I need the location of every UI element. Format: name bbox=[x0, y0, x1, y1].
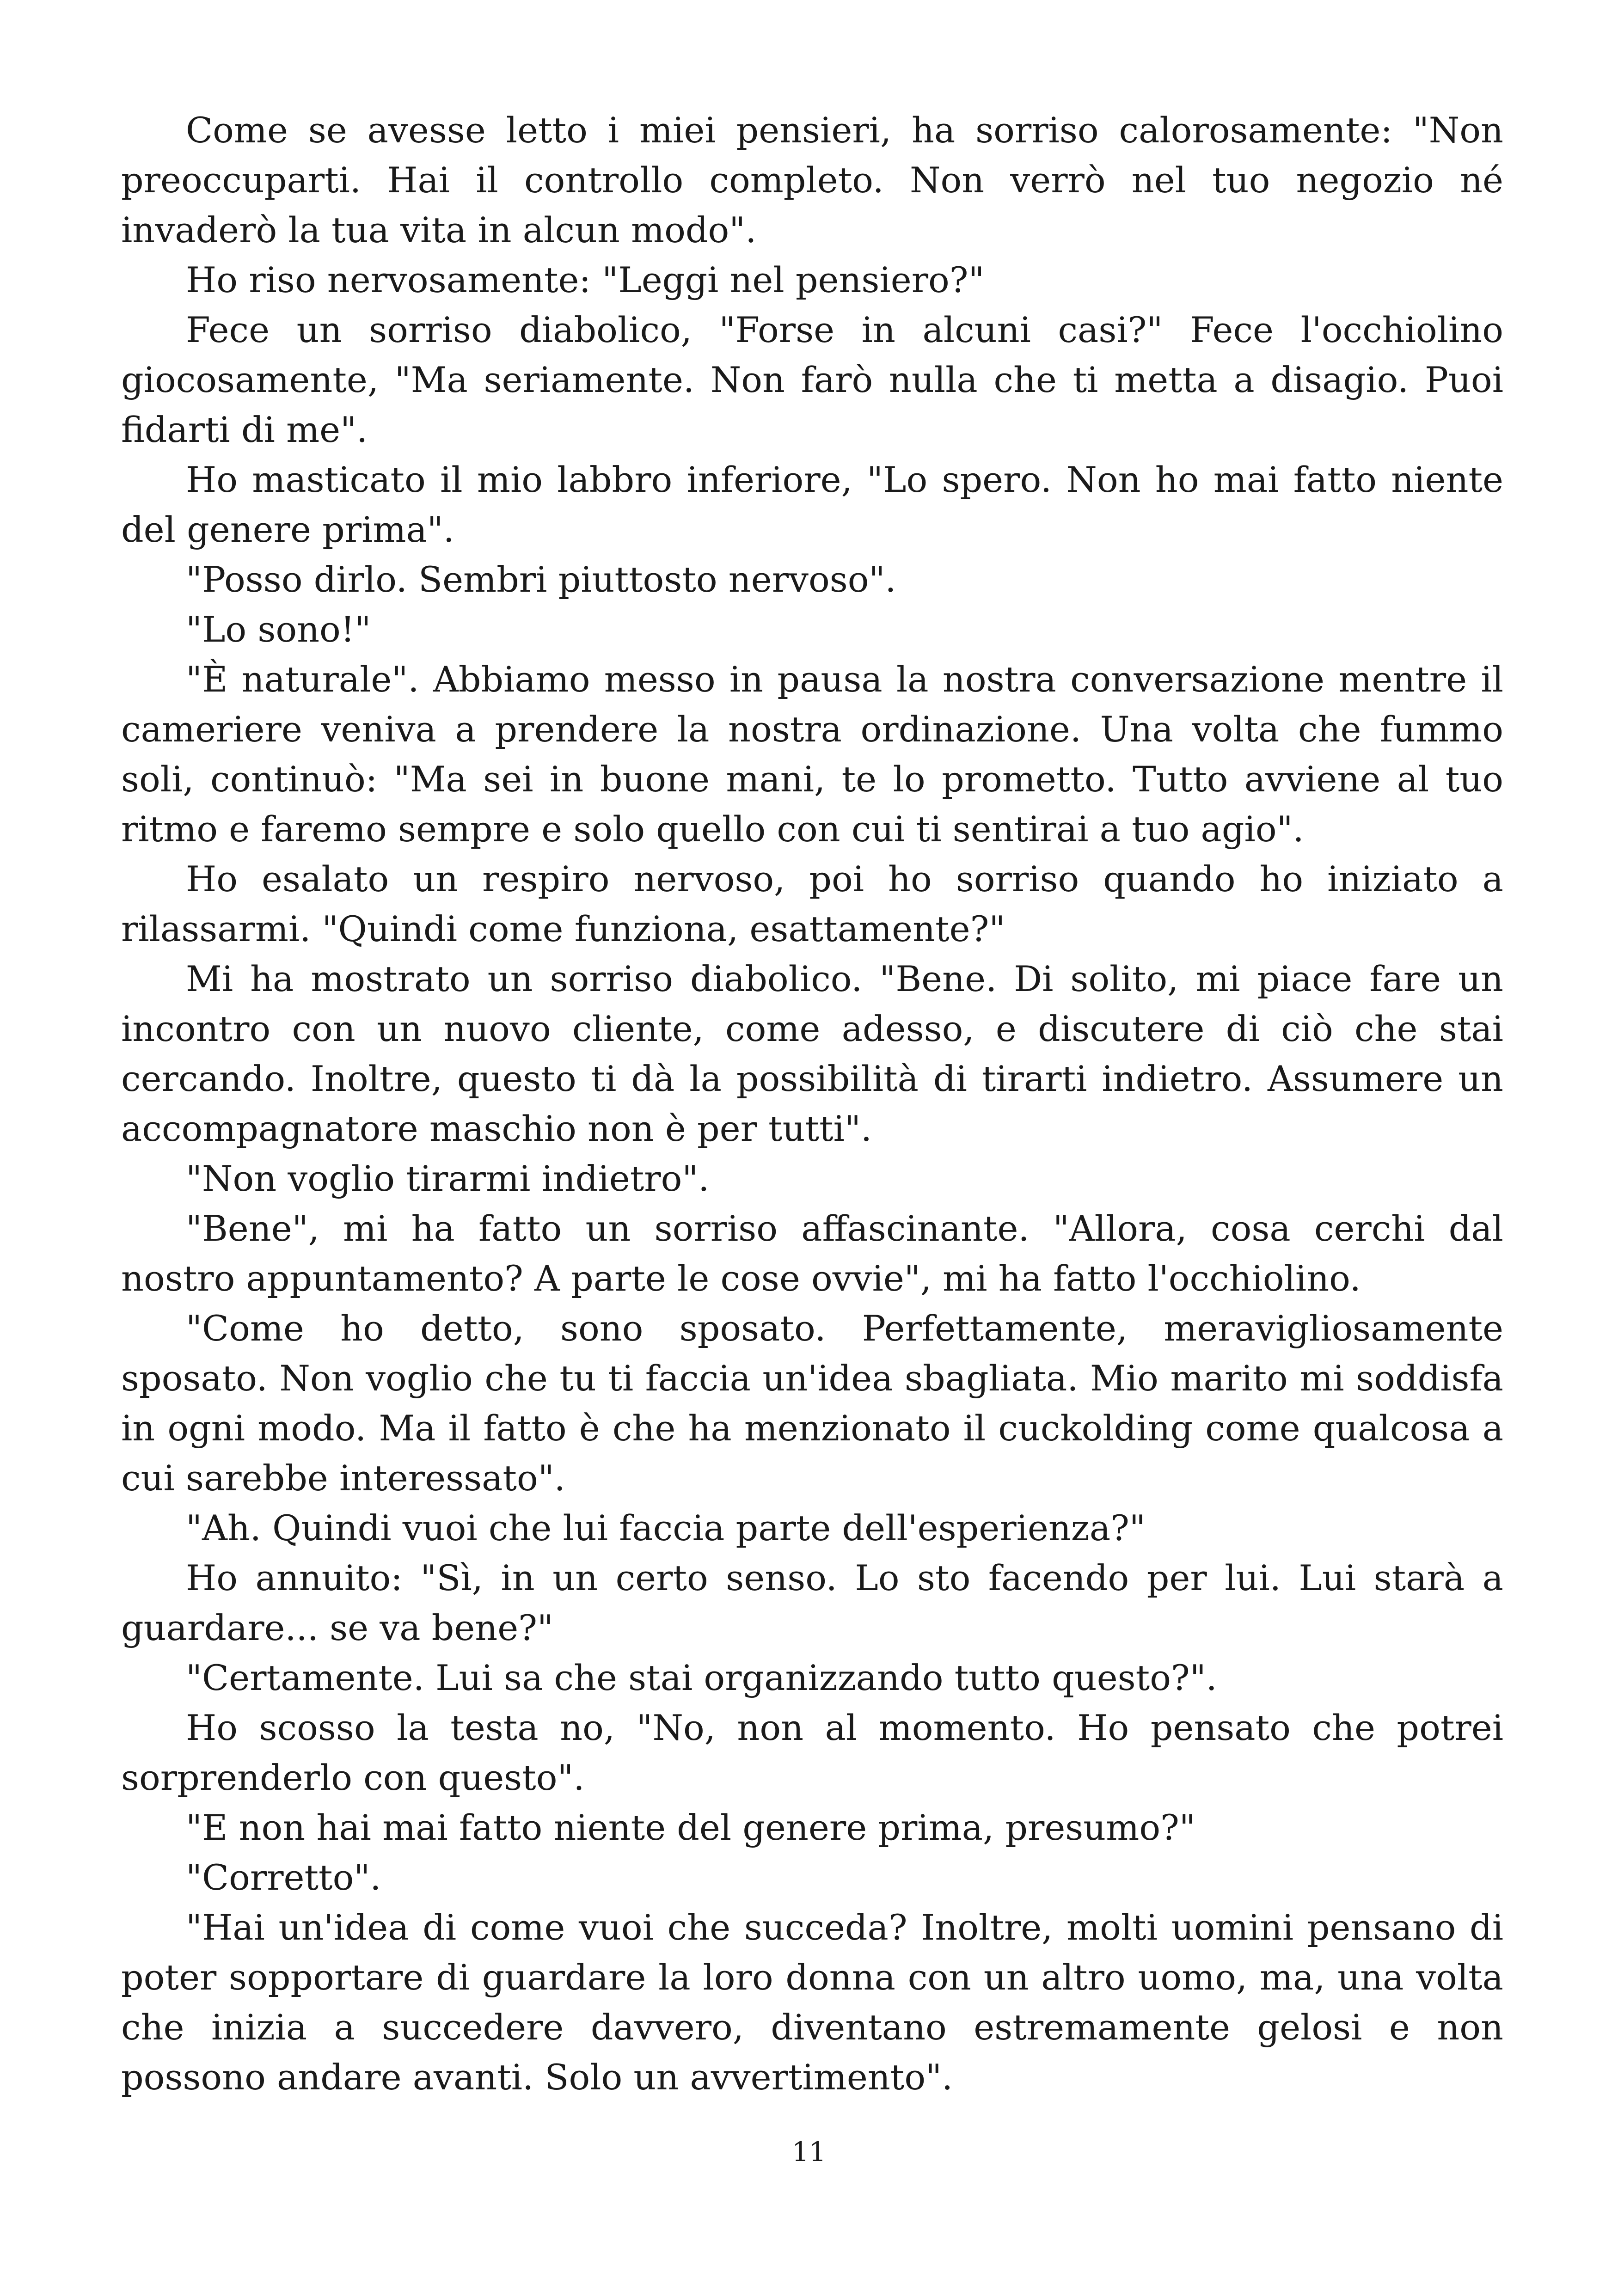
paragraph: Ho annuito: "Sì, in un certo senso. Lo sto facendo per lui. Lui starà a guardare... se va bene?" bbox=[121, 1557, 1503, 1648]
paragraph: Fece un sorriso diabolico, "Forse in alcuni casi?" Fece l'occhiolino giocosamente, "Ma seriamente. Non farò nulla che ti metta a disagio. Puoi fidarti di me". bbox=[121, 309, 1503, 450]
page-number: 11 bbox=[792, 2136, 826, 2167]
paragraph: "Come ho detto, sono sposato. Perfettamente, meravigliosamente sposato. Non voglio che tu ti faccia un'idea sbagliata. Mio marito mi soddisfa in ogni modo. Ma il fatto è che ha menzionato il cuckolding come qualcosa a cui sarebbe interessato". bbox=[121, 1308, 1503, 1499]
paragraph: "Hai un'idea di come vuoi che succeda? Inoltre, molti uomini pensano di poter sopportare di guardare la loro donna con un altro uomo, ma, una volta che inizia a succedere davvero, diventano estremamente gelosi e non possono andare avanti. Solo un avvertimento". bbox=[121, 1907, 1503, 2098]
paragraph: "Posso dirlo. Sembri piuttosto nervoso". bbox=[186, 559, 896, 600]
paragraph: "Bene", mi ha fatto un sorriso affascinante. "Allora, cosa cerchi dal nostro appuntamento? A parte le cose ovvie", mi ha fatto l'occhiolino. bbox=[121, 1208, 1503, 1299]
paragraph: Ho scosso la testa no, "No, non al momento. Ho pensato che potrei sorprenderlo con questo". bbox=[121, 1707, 1503, 1798]
paragraph: Mi ha mostrato un sorriso diabolico. "Bene. Di solito, mi piace fare un incontro con un nuovo cliente, come adesso, e discutere di ciò che stai cercando. Inoltre, questo ti dà la possibilità di tirarti indietro. Assumere un accompagnatore maschio non è per tutti". bbox=[121, 958, 1503, 1149]
paragraph: "Certamente. Lui sa che stai organizzando tutto questo?". bbox=[186, 1657, 1217, 1698]
body-text bbox=[121, 105, 1503, 2102]
paragraph: "Non voglio tirarmi indietro". bbox=[186, 1158, 710, 1199]
paragraph: "Ah. Quindi vuoi che lui faccia parte dell'esperienza?" bbox=[186, 1507, 1146, 1549]
paragraph: Ho esalato un respiro nervoso, poi ho sorriso quando ho iniziato a rilassarmi. "Quindi come funziona, esattamente?" bbox=[121, 858, 1503, 949]
paragraph: "È naturale". Abbiamo messo in pausa la nostra conversazione mentre il cameriere veniva a prendere la nostra ordinazione. Una volta che fummo soli, continuò: "Ma sei in buone mani, te lo prometto. Tutto avviene al tuo ritmo e faremo sempre e solo quello con cui ti sentirai a tuo agio". bbox=[121, 659, 1503, 850]
paragraph: "Lo sono!" bbox=[186, 609, 371, 650]
paragraph: Come se avesse letto i miei pensieri, ha sorriso calorosamente: "Non preoccuparti. Hai il controllo completo. Non verrò nel tuo negozio né invaderò la tua vita in alcun modo". bbox=[121, 110, 1503, 251]
paragraph: "E non hai mai fatto niente del genere prima, presumo?" bbox=[186, 1807, 1195, 1848]
paragraph: Ho masticato il mio labbro inferiore, "Lo spero. Non ho mai fatto niente del genere prima". bbox=[121, 459, 1503, 550]
paragraph: "Corretto". bbox=[186, 1857, 381, 1898]
paragraph: Ho riso nervosamente: "Leggi nel pensiero?" bbox=[186, 259, 985, 300]
